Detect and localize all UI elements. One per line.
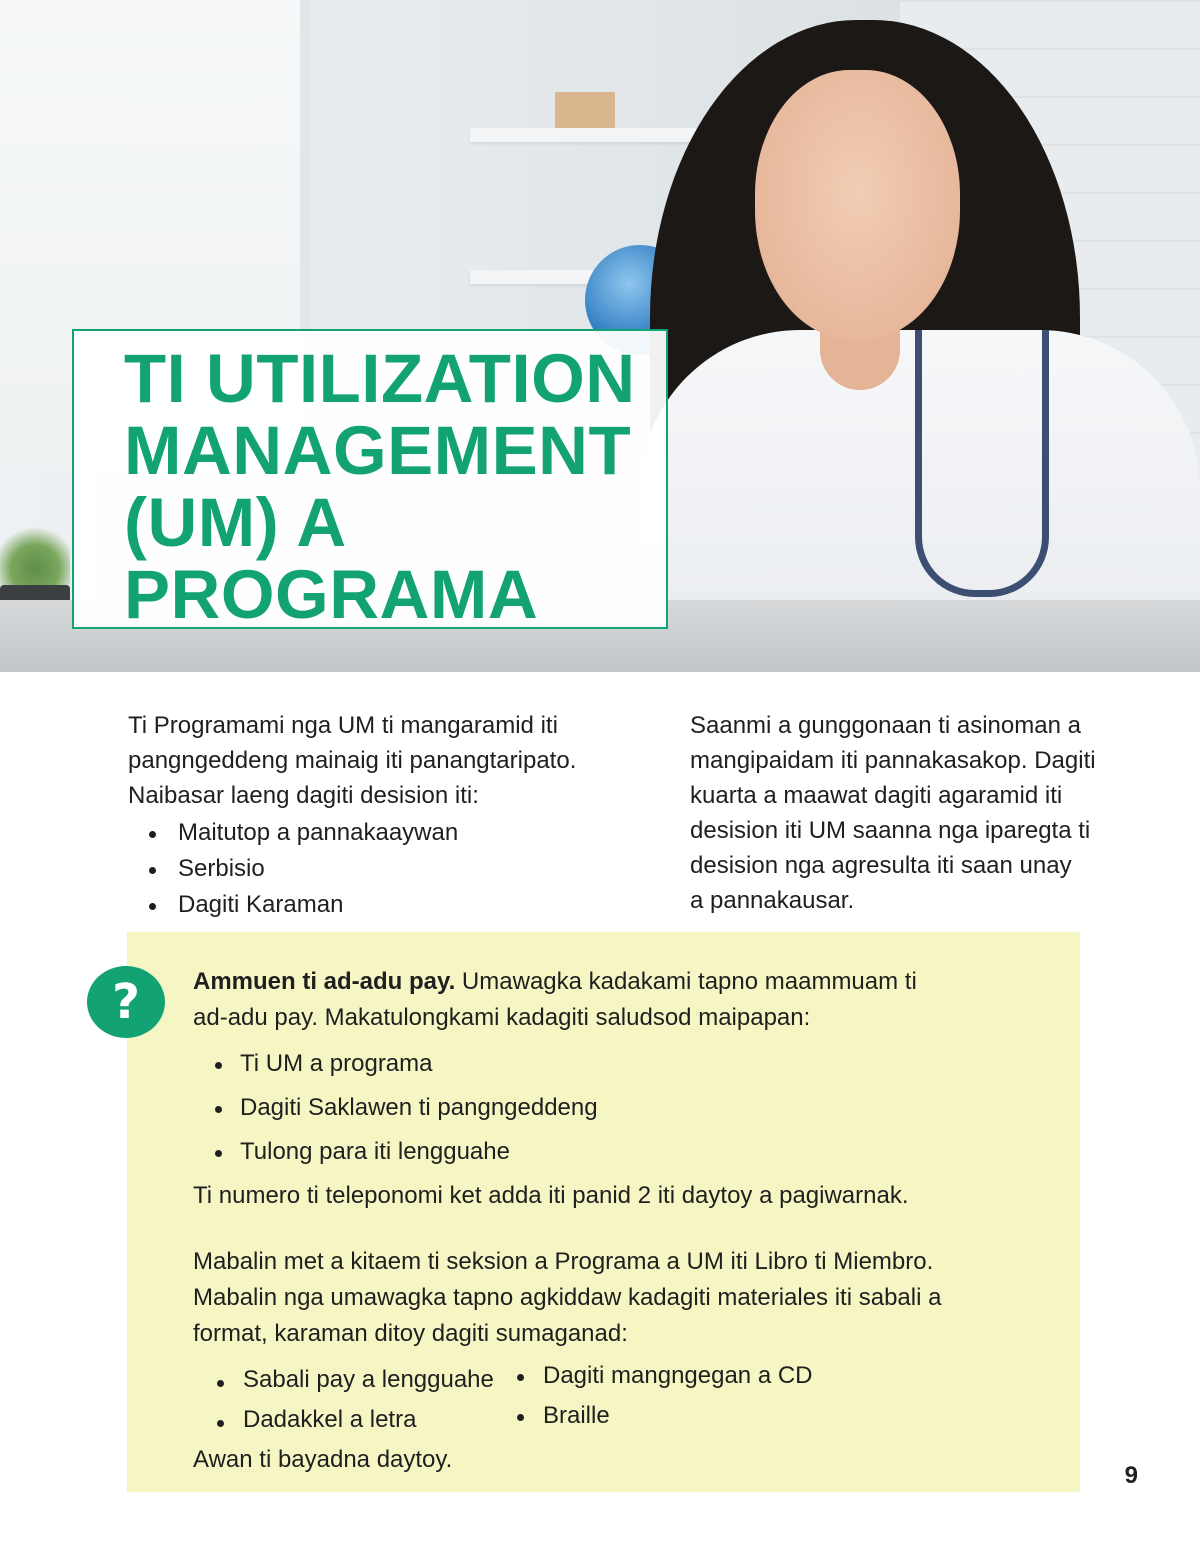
left-column <box>128 708 628 923</box>
list-item: Ti UM a programa <box>193 1042 1053 1086</box>
question-icon: ? <box>87 966 165 1038</box>
formats-column <box>513 1356 813 1440</box>
text-line: desision nga agresulta iti saan unay <box>690 852 1072 879</box>
list-item: Dadakkel a letra <box>193 1400 513 1440</box>
policy-paragraph <box>690 708 1130 918</box>
title-box <box>72 329 668 633</box>
text-line: kuarta a maawat dagiti agaramid iti <box>690 782 1063 809</box>
list-item: Dagiti mangngegan a CD <box>513 1356 813 1396</box>
text-line: Ti Programami nga UM ti mangaramid iti <box>128 712 558 739</box>
phone-note: Ti numero ti teleponomi ket adda iti panid 2 iti daytoy a pagiwarnak. <box>193 1182 909 1209</box>
title-line: PROGRAMA <box>124 556 539 633</box>
text-line: format, karaman ditoy dagiti sumaganad: <box>193 1320 628 1347</box>
page-number: 9 <box>1124 1462 1138 1489</box>
text-line: pangngeddeng mainaig iti panangtaripato. <box>128 747 577 774</box>
title-line: (UM) A <box>124 484 347 561</box>
text-line: Mabalin met a kitaem ti seksion a Programa a UM iti Libro ti Miembro. <box>193 1248 934 1275</box>
lead-bold: Ammuen ti ad-adu pay. <box>193 968 456 995</box>
text-line: Naibasar laeng dagiti desision iti: <box>128 782 479 809</box>
formats-column <box>193 1360 513 1440</box>
formats-list <box>193 1360 1053 1440</box>
list-item: Maitutop a pannakaaywan <box>128 815 628 851</box>
title-line: MANAGEMENT <box>124 412 632 489</box>
list-item: Serbisio <box>128 851 628 887</box>
stethoscope <box>915 330 1049 597</box>
list-item: Braille <box>513 1396 813 1436</box>
right-column <box>690 708 1130 918</box>
topics-list <box>193 1042 1053 1174</box>
free-note: Awan ti bayadna daytoy. <box>193 1446 453 1473</box>
plant <box>0 520 70 590</box>
list-item: Sabali pay a lengguahe <box>193 1360 513 1400</box>
books <box>555 92 615 128</box>
criteria-list <box>128 815 628 923</box>
lead-rest: Umawagka kadakami tapno maammuam ti <box>455 968 917 995</box>
text-line: mangipaidam iti pannakasakop. Dagiti <box>690 747 1096 774</box>
lead-paragraph <box>193 964 1053 1036</box>
info-content <box>193 964 1053 1478</box>
text-line: ad-adu pay. Makatulongkami kadagiti saludsod maipapan: <box>193 1004 811 1031</box>
text-line: Saanmi a gunggonaan ti asinoman a <box>690 712 1081 739</box>
list-item: Tulong para iti lengguahe <box>193 1130 1053 1174</box>
list-item: Dagiti Karaman <box>128 887 628 923</box>
list-item: Dagiti Saklawen ti pangngeddeng <box>193 1086 1053 1130</box>
doctor-face <box>755 70 960 340</box>
member-book-paragraph <box>193 1244 1053 1352</box>
text-line <box>193 964 1053 1000</box>
intro-paragraph <box>128 708 628 813</box>
page-title <box>124 340 664 633</box>
text-line: a pannakausar. <box>690 887 855 914</box>
text-line: Mabalin nga umawagka tapno agkiddaw kadagiti materiales iti sabali a <box>193 1284 942 1311</box>
text-line: desision iti UM saanna nga iparegta ti <box>690 817 1091 844</box>
title-line: TI UTILIZATION <box>124 340 636 417</box>
